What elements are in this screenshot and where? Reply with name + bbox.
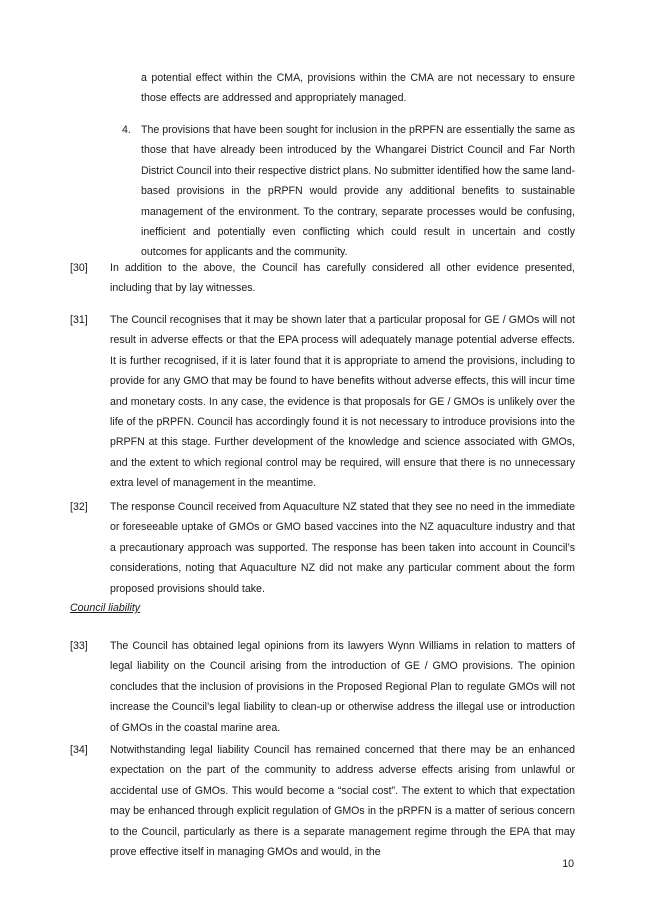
continuation-text: a potential effect within the CMA, provisions within the CMA are not necessary to ensure those effects are addressed and appropriately managed.: [141, 72, 575, 105]
paragraph-text: In addition to the above, the Council has carefully considered all other evidence presented, including that by lay witnesses.: [110, 262, 575, 295]
section-heading: Council liability: [70, 602, 141, 614]
page-number: 10: [562, 858, 574, 870]
list-item-text: The provisions that have been sought for inclusion in the pRPFN are essentially the same as those that have already been introduced by the Whangarei District Council and Far North District Council into their respective district plans. No submitter identified how the same land-based provisions in the pRPFN would provide any additional benefits to sustainable management of the environment. To the contrary, separate processes would be confusing, inefficient and potentially even conflicting which could result in uncertain and costly outcomes for applicants and the community.: [141, 124, 575, 259]
paragraph-number: [34]: [70, 744, 88, 756]
paragraph-number: [32]: [70, 501, 88, 513]
paragraph-text: Notwithstanding legal liability Council has remained concerned that there may be an enhanced expectation on the part of the community to address adverse effects arising from unlawful or accidental use of GMOs. This would become a “social cost”. The extent to which that expectation may be enhanced through explicit regulation of GMOs in the pRPFN is a matter of serious concern to the Council, particularly as there is a separate management regime through the EPA that may prove effective itself in managing GMOs and would, in the: [110, 744, 575, 859]
paragraph-text: The Council recognises that it may be shown later that a particular proposal for GE / GMOs will not result in adverse effects or that the EPA process will adequately manage potential adverse effects. It is further recognised, if it is later found that it is appropriate to amend the provisions, including to provide for any GMO that may be found to have benefits without adverse effects, this will incur time and monetary costs. In any case, the evidence is that proposals for GE / GMOs is unlikely over the life of the pRPFN. Council has accordingly found it is not necessary to introduce provisions into the pRPFN at this stage. Further development of the knowledge and science associated with GMOs, and the extent to which regional control may be required, will ensure that there is no unnecessary extra level of management in the meantime.: [110, 314, 575, 490]
paragraph-number: [30]: [70, 262, 88, 274]
paragraph-number: [31]: [70, 314, 88, 326]
paragraph-text: The response Council received from Aquaculture NZ stated that they see no need in the immediate or foreseeable uptake of GMOs or GMO based vaccines into the NZ aquaculture industry and that a precautionary approach was supported. The response has been taken into account in Council’s considerations, noting that Aquaculture NZ did not make any particular comment about the form proposed provisions should take.: [110, 501, 575, 595]
paragraph-number: [33]: [70, 640, 88, 652]
paragraph-text: The Council has obtained legal opinions from its lawyers Wynn Williams in relation to matters of legal liability on the Council arising from the introduction of GE / GMO provisions. The opinion concludes that the inclusion of provisions in the Proposed Regional Plan to regulate GMOs will not increase the Council’s legal liability to clean-up or otherwise address the illegal use or introduction of GMOs in the coastal marine area.: [110, 640, 575, 734]
list-item-number: 4.: [122, 124, 131, 136]
